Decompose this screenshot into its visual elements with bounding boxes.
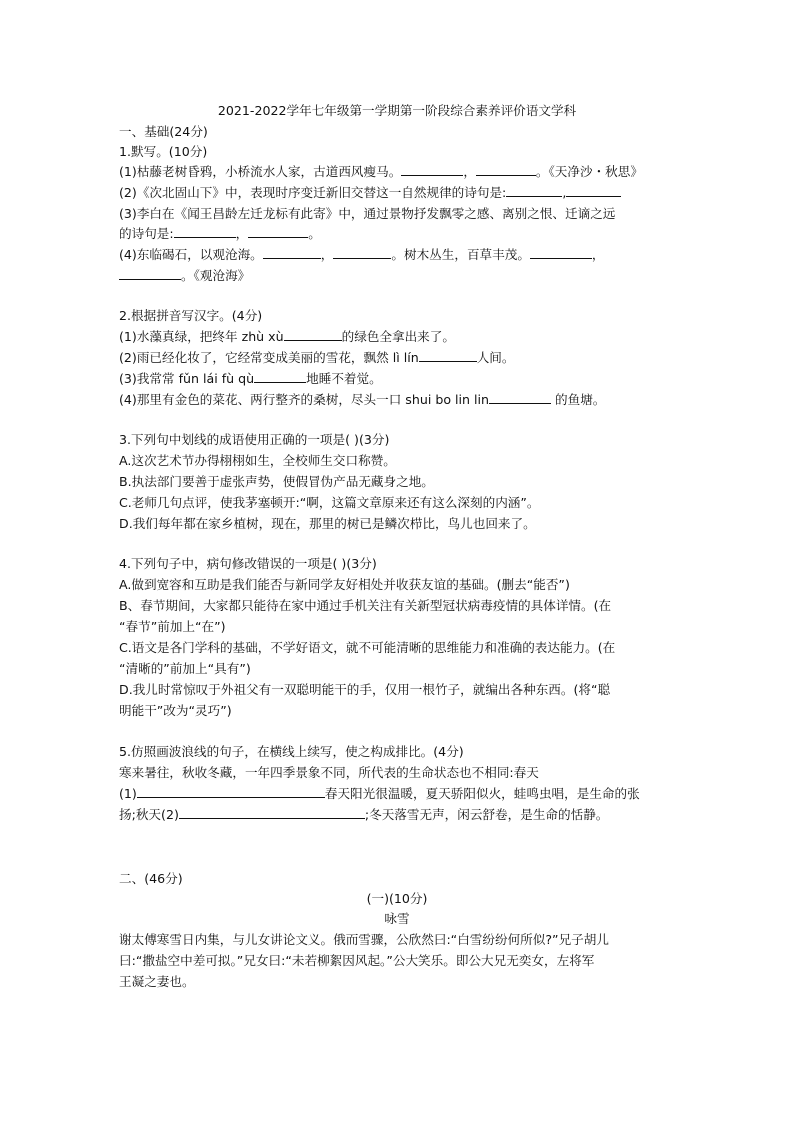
answer-blank[interactable]	[530, 244, 592, 259]
q4-option-c-cont: “清晰的”前加上“具有”)	[119, 661, 251, 676]
q4-option-b-cont: “春节”前加上“在”)	[119, 619, 226, 634]
answer-blank[interactable]	[401, 161, 463, 176]
q1-line-1-text: (1)枯藤老树昏鸦，小桥流水人家，古道西风瘦马。	[119, 164, 402, 179]
section-2-heading: 二、(46分)	[119, 871, 183, 886]
q4-heading: 4.下列句子中，病句修改错误的一项是( )(3分)	[119, 556, 377, 571]
poem-title: 咏雪	[384, 911, 410, 926]
q1-line-3-end: 。	[308, 226, 321, 241]
q2-item-2-text: (2)雨已经化妆了，它经常变成美丽的雪花，飘然 lì lín	[119, 350, 419, 365]
q1-line-4-text: (4)东临碣石，以观沧海。	[119, 247, 263, 262]
answer-blank[interactable]	[248, 223, 308, 238]
q2-item-1-end: 的绿色全拿出来了。	[341, 329, 455, 344]
section-1-heading: 一、基础(24分)	[119, 124, 208, 139]
q1-heading: 1.默写。(10分)	[119, 144, 208, 159]
q1-line-3: (3)李白在《闻王昌龄左迁龙标有此寄》中，通过景物抒发飘零之感、离别之恨、迁谪之远	[119, 206, 616, 221]
q2-item-2	[119, 347, 679, 368]
q1-line-4-sep: ，	[320, 247, 334, 262]
q2-item-4-end: 的鱼塘。	[551, 392, 606, 407]
q1-line-4-cont	[119, 265, 679, 286]
q3-option-c[interactable]: C.老师几句点评，使我茅塞顿开:“啊，这篇文章原来还有这么深刻的内涵”。	[119, 495, 540, 510]
q5-line-3-text: ;冬天落雪无声，闲云舒卷，是生命的恬静。	[364, 807, 609, 822]
q2-item-3-end: 地睡不着觉。	[306, 371, 382, 386]
q5-line-2-text: 春天阳光很温暖，夏天骄阳似火，蛙鸣虫唱，是生命的张	[324, 786, 640, 801]
q3-option-a[interactable]: A.这次艺术节办得栩栩如生，全校师生交口称赞。	[119, 453, 396, 468]
answer-blank[interactable]	[137, 783, 325, 798]
q2-heading: 2.根据拼音写汉字。(4分)	[119, 308, 263, 323]
q1-line-1-source: 。《天净沙・秋思》	[535, 164, 643, 179]
q5-heading: 5.仿照画波浪线的句子，在横线上续写，使之构成排比。(4分)	[119, 744, 464, 759]
q1-line-3-sep: ，	[235, 226, 249, 241]
answer-blank[interactable]	[263, 244, 321, 259]
q4-option-d-cont: 明能干”改为“灵巧”)	[119, 703, 232, 718]
q1-line-4	[119, 244, 679, 265]
answer-blank[interactable]	[506, 182, 562, 197]
q3-option-d[interactable]: D.我们每年都在家乡植树，现在，那里的树已是鳞次栉比，鸟儿也回来了。	[119, 516, 536, 531]
q1-line-2-text: (2)《次北固山下》中，表现时序变迁新旧交替这一自然规律的诗句是:	[119, 185, 507, 200]
q1-line-3-text: 的诗句是:	[119, 226, 174, 241]
document-title: 2021-2022学年七年级第一学期第一阶段综合素养评价语文学科	[217, 103, 577, 118]
q1-line-2	[119, 182, 679, 203]
answer-blank[interactable]	[333, 244, 391, 259]
q1-line-4-source: 。《观沧海》	[181, 268, 251, 283]
q5-line-2	[119, 783, 679, 804]
part-1-heading: (一)(10分)	[366, 891, 428, 906]
q4-option-b[interactable]: B、春节期间，大家都只能待在家中通过手机关注有关新型冠状病毒疫情的具体详情。(在	[119, 598, 612, 613]
q1-line-1	[119, 161, 679, 182]
passage-line-2: 曰:“撒盐空中差可拟。”兄女曰:“未若柳絮因风起。”公大笑乐。即公大兄无奕女，左将军	[119, 953, 595, 968]
answer-blank[interactable]	[476, 161, 536, 176]
q2-item-1	[119, 326, 679, 347]
answer-blank[interactable]	[119, 265, 181, 280]
q2-item-3	[119, 368, 679, 389]
q4-option-a[interactable]: A.做到宽容和互助是我们能否与新同学友好相处并收获友谊的基础。(删去“能否”)	[119, 577, 570, 592]
q3-heading: 3.下列句中划线的成语使用正确的一项是( )(3分)	[119, 432, 390, 447]
q2-item-2-end: 人间。	[476, 350, 515, 365]
answer-blank[interactable]	[254, 368, 306, 383]
passage-line-3: 王凝之妻也。	[119, 974, 195, 989]
q5-line-3	[119, 804, 679, 825]
answer-blank[interactable]	[179, 804, 365, 819]
answer-blank[interactable]	[489, 389, 551, 404]
q1-line-4-mid: 。树木丛生，百草丰茂。	[391, 247, 530, 262]
q1-line-2-sep: ,	[562, 185, 567, 200]
answer-blank[interactable]	[566, 182, 621, 197]
q5-line-1: 寒来暑往，秋收冬藏，一年四季景象不同，所代表的生命状态也不相同:春天	[119, 765, 539, 780]
q2-item-1-text: (1)水藻真绿，把终年 zhù xù	[119, 329, 284, 344]
answer-blank[interactable]	[284, 326, 342, 341]
q5-blank-1-label: (1)	[119, 786, 137, 801]
answer-blank[interactable]	[419, 347, 477, 362]
q4-option-c[interactable]: C.语文是各门学科的基础，不学好语文，就不可能清晰的思维能力和准确的表达能力。(在	[119, 640, 616, 655]
passage-line-1: 谢太傅寒雪日内集，与儿女讲论文义。俄而雪骤，公欣然曰:“白雪纷纷何所似?”兄子胡儿	[119, 932, 609, 947]
answer-blank[interactable]	[174, 223, 236, 238]
q1-line-1-sep: ，	[463, 164, 476, 179]
q5-blank-2-label: 扬;秋天(2)	[119, 807, 179, 822]
q4-option-d[interactable]: D.我儿时常惊叹于外祖父有一双聪明能干的手，仅用一根竹子，就编出各种东西。(将“聪	[119, 682, 611, 697]
q2-item-4	[119, 389, 679, 410]
q3-option-b[interactable]: B.执法部门要善于虚张声势，使假冒伪产品无藏身之地。	[119, 474, 434, 489]
q1-line-4-sep2: ，	[591, 247, 605, 262]
q2-item-3-text: (3)我常常 fǔn lái fù qù	[119, 371, 255, 386]
q1-line-3-cont	[119, 223, 679, 244]
q2-item-4-text: (4)那里有金色的菜花、两行整齐的桑树，尽头一口 shui bo lin lin	[119, 392, 490, 407]
